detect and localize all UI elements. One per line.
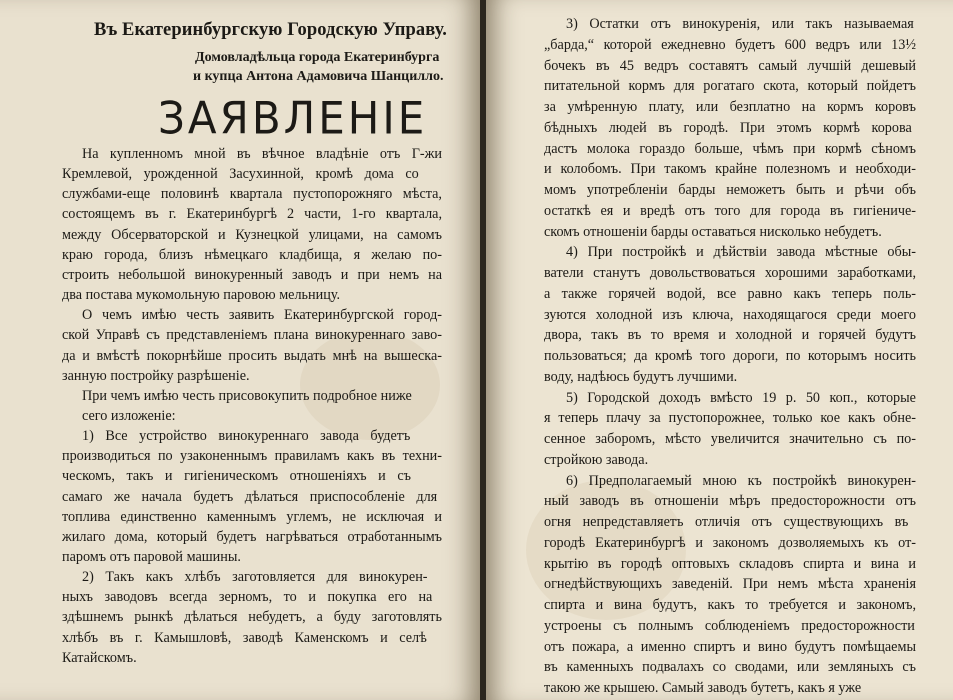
text-line: двора, такъ въ то время и холодной и горячей будутъ (544, 327, 916, 344)
text-line: состоящемъ въ г. Екатеринбургѣ 2 части, 1-го квартала, (62, 206, 443, 223)
text-line: за умѣренную плату, или безплатно на кормъ коровъ (544, 99, 916, 115)
text-line: ской Управѣ съ представленіемъ плана винокуреннаго заво- (62, 327, 442, 344)
text-line: „барда,“ которой ежедневно будетъ 600 ведръ или 13½ (544, 36, 916, 53)
text-line: ныхъ заводовъ всегда зерномъ, то и покупка его на (62, 589, 433, 606)
applicant-line-2: и купца Антона Адамовича Шанцилло. (193, 69, 444, 84)
text-line: момъ употребленіи барды неможетъ быть и рѣчи объ (544, 182, 916, 198)
right-page (486, 0, 953, 700)
text-line: огнедѣйствующихъ заведеній. При немъ мѣста храненія (544, 576, 917, 593)
text-line: 3) Остатки отъ винокуренія, или такъ называемая (566, 16, 914, 32)
text-line: скомъ отношеніи барды оставаться нисколько небудетъ. (544, 223, 882, 240)
text-line: занную постройку разрѣшеніе. (62, 367, 250, 384)
text-line: остаткѣ ея и вредѣ отъ того для города въ гигіениче- (544, 202, 917, 219)
text-line: городѣ Екатеринбургѣ и закономъ дозволяемыхъ къ от- (544, 534, 916, 551)
text-line: сего изложеніе: (82, 407, 176, 424)
text-line: устроены съ полнымъ соблюденіемъ предосторожности (544, 617, 915, 634)
text-line: хлѣбъ въ г. Камышловѣ, заводѣ Каменскомъ и селѣ (62, 629, 427, 646)
text-line: бѣдныхъ людей въ городѣ. При этомъ кормѣ корова (544, 119, 912, 136)
text-line: я теперь плачу за пустопорожнее, только кое какъ обне- (544, 410, 917, 427)
text-line: здѣшнемъ рынкѣ дѣлаться небудетъ, а буду заготовлять (62, 609, 442, 626)
text-line: и колобомъ. При такомъ крайне полезномъ и необходи- (544, 161, 916, 178)
applicant-line-1: Домовладѣльца города Екатеринбурга (195, 50, 440, 65)
text-line: О чемъ имѣю честь заявить Екатеринбургской город- (82, 307, 443, 324)
text-line: питательной кормъ для рогатаго скота, который пойдетъ (544, 78, 917, 95)
text-line: топлива единственно каменнымъ углемъ, не исключая и (62, 508, 442, 525)
text-line: зуются холодной изъ ключа, находящагося среди моего (544, 306, 916, 323)
text-line: такою же крышею. Самый заводъ бутетъ, какъ я уже (544, 680, 862, 696)
text-line: а также горячей водой, все равно какъ теперь поль- (544, 285, 917, 302)
text-line: стройкою завода. (544, 451, 649, 468)
text-line: 4) При постройкѣ и дѣйствіи завода мѣстные обы- (566, 244, 916, 261)
text-line: спирта и вина будутъ, какъ то требуется и закономъ, (544, 597, 916, 613)
text-line: дастъ молока гораздо больше, чѣмъ при кормѣ сѣномъ (544, 140, 916, 157)
text-line: да и вмѣстѣ покорнѣйше просить выдать мнѣ на вышеска- (62, 347, 442, 364)
text-line: При чемъ имѣю честь присовокупить подробное ниже (82, 387, 412, 404)
text-line: между Обсерваторской и Кузнецкой улицами, на самомъ (62, 226, 443, 243)
text-line: воду, надѣюсь будутъ лучшими. (544, 368, 738, 385)
text-line: два постава мукомольную паровою мельницу. (62, 287, 341, 304)
text-line: На купленномъ мной въ вѣчное владѣніе отъ Г-жи (82, 146, 443, 162)
text-line: Кремлевой, урожденной Засухинной, кромѣ дома со (62, 166, 419, 183)
text-line: отъ пожара, а именно спиртъ и вино будутъ помѣщаемы (544, 638, 916, 655)
text-line: краю города, близъ нѣмецкаго кладбища, я желаю по- (62, 246, 442, 263)
text-line: сенное заборомъ, мѣсто увеличится значительно съ по- (544, 431, 916, 447)
text-line: ческомъ, такъ и гигіеническомъ отношеніяхъ и съ (62, 468, 411, 485)
text-line: Катайскомъ. (62, 649, 137, 666)
text-line: жилаго дома, который будетъ нагрѣваться отработаннымъ (62, 528, 443, 545)
text-line: паромъ отъ паровой машины. (62, 549, 241, 565)
text-line: огня непредставляетъ отличія отъ существующихъ въ (544, 514, 909, 530)
text-line: въ каменныхъ подвалахъ со сводами, или земляныхъ съ (544, 659, 916, 676)
text-line: производиться по узаконеннымъ правиламъ какъ въ техни- (62, 448, 442, 465)
text-line: ватели станутъ довольствоваться хорошими заработками, (544, 265, 916, 281)
text-line: службами-еще половинѣ квартала пустопорожняго мѣста, (62, 186, 442, 203)
text-line: 1) Все устройство винокуреннаго завода будетъ (82, 428, 411, 445)
text-line: крытію въ городѣ оптовыхъ складовъ спирта и вина и (544, 555, 916, 572)
text-line: строить небольшой винокуренный заводъ и при немъ на (62, 266, 443, 283)
document-title: ЗАЯВЛЕНІЕ (158, 92, 428, 145)
text-line: бочекъ въ 45 ведръ составятъ самый лучшій дешевый (544, 57, 916, 74)
text-line: самаго же начала будетъ дѣлаться приспособленіе для (62, 488, 438, 505)
text-line: пользоваться; да кромѣ того дороги, по которымъ носить (544, 348, 917, 364)
addressee-heading: Въ Екатеринбургскую Городскую Управу. (94, 20, 447, 40)
text-line: 5) Городской доходъ вмѣсто 19 р. 50 коп., которые (566, 389, 916, 406)
text-line: 6) Предполагаемый мною къ постройкѣ винокурен- (566, 472, 917, 489)
text-line: 2) Такъ какъ хлѣбъ заготовляется для винокурен- (82, 569, 428, 586)
text-line: ный заводъ въ отношеніи мѣръ предосторожности отъ (544, 493, 917, 510)
